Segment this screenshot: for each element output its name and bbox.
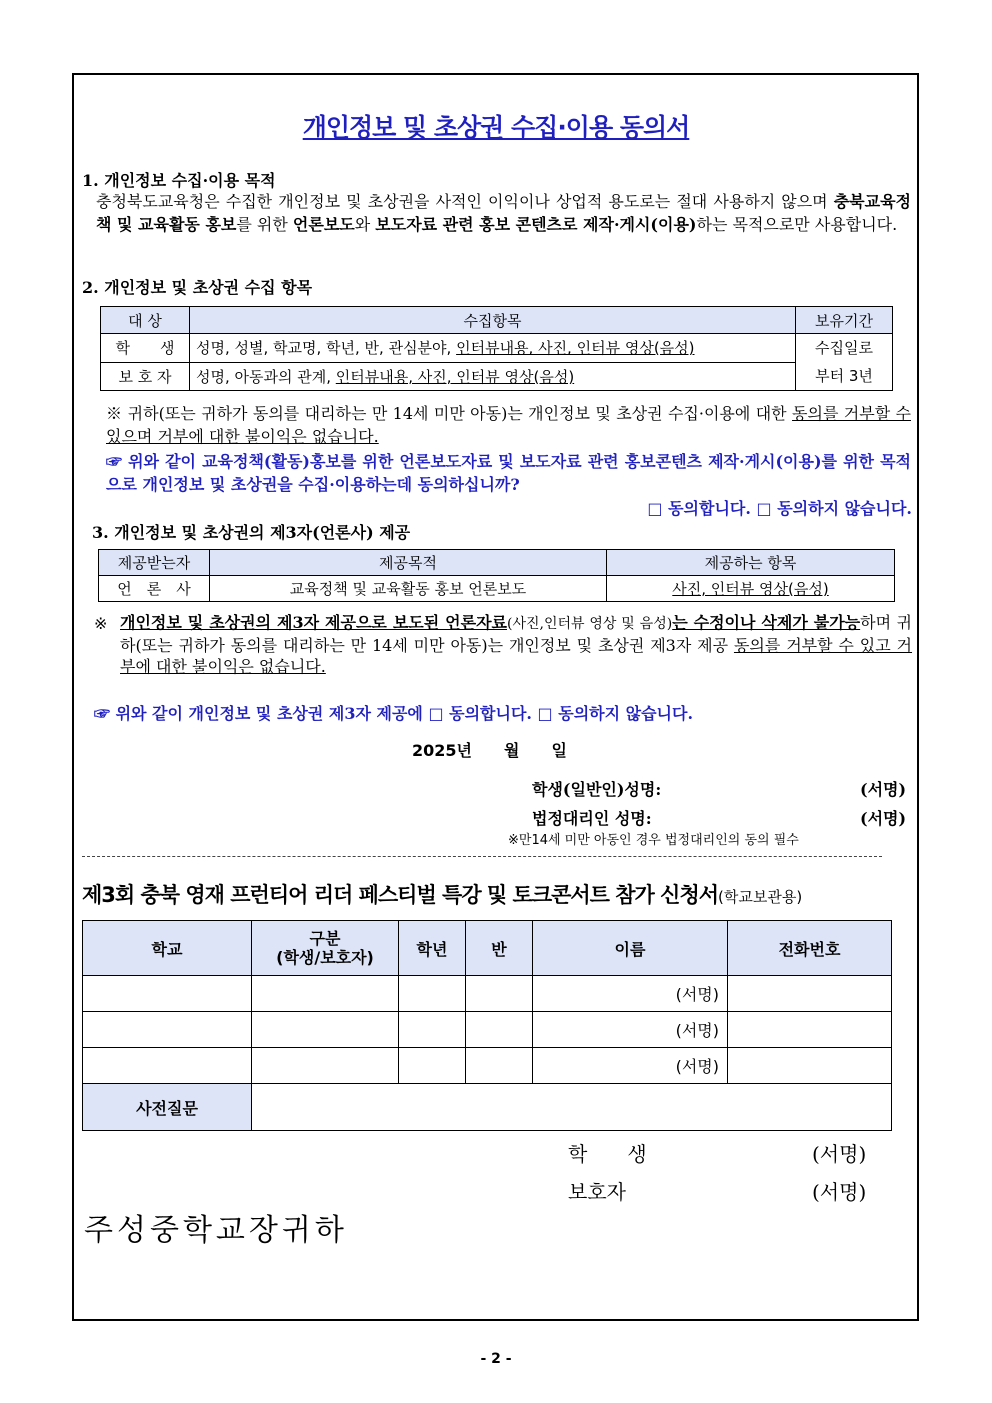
table-header: 전화번호 [728, 921, 892, 976]
section1-text: 와 [354, 215, 376, 234]
table-cell [190, 334, 796, 363]
note-text: ※ 귀하(또는 귀하가 동의를 대리하는 만 14세 미만 아동)는 개인정보 및 초상권 수집·이용에 대한 [106, 404, 793, 423]
collection-items-table [100, 306, 893, 391]
table-header [252, 921, 399, 976]
table-header: 학교 [83, 921, 252, 976]
section1-text: 를 위한 [236, 215, 293, 234]
phone-cell[interactable] [728, 976, 892, 1012]
class-cell[interactable] [466, 1012, 533, 1048]
student-sign-line-mark: (서명) [812, 1142, 867, 1166]
name-cell[interactable]: (서명) [533, 1012, 728, 1048]
application-table [82, 920, 892, 1131]
table-row [83, 1012, 892, 1048]
table-header: 제공받는자 [99, 550, 210, 576]
application-subtitle: (학교보관용) [718, 888, 803, 906]
note-underlined: 동의를 거부할 수 있고 거부에 대한 불이익은 없습니다. [120, 636, 913, 676]
note-underlined: 동의를 거부할 수 있으며 거부에 대한 불이익은 없습니다. [106, 404, 911, 446]
third-party-table [98, 549, 895, 602]
class-cell[interactable] [466, 976, 533, 1012]
consent-question: ☞ 위와 같이 교육정책(활동)홍보를 위한 언론보도자료 및 보도자료 관련 홍보콘텐츠 제작·게시(이용)를 위한 목적으로 개인정보 및 초상권을 수집·이용하는데 동의하십니까? [106, 452, 911, 494]
table-cell: 보 호 자 [101, 362, 190, 391]
header-text: 구분 [309, 929, 341, 948]
cell-text: 인터뷰내용, 사진, 인터뷰 영상(음성) [456, 339, 695, 358]
note-bold: 개인정보 및 초상권의 제3자 제공으로 보도된 언론자료 [120, 613, 508, 632]
table-cell: 교육정책 및 교육활동 홍보 언론보도 [210, 576, 607, 602]
section1-bold: 충북교육정책 및 교육활동 홍보 [96, 192, 911, 234]
question-input[interactable] [252, 1084, 892, 1131]
addressee: 주성중학교장귀하 [84, 1213, 348, 1248]
cell-text: 인터뷰내용, 사진, 인터뷰 영상(음성) [335, 367, 575, 386]
guardian-sign-line-mark: (서명) [812, 1180, 867, 1204]
application-title-text: 제3회 충북 영재 프런티어 리더 페스티벌 특강 및 토크콘서트 참가 신청서 [82, 883, 719, 907]
minor-footnote: ※만14세 미만 아동인 경우 법정대리인의 동의 필수 [508, 833, 799, 848]
page-number: - 2 - [480, 1351, 512, 1367]
name-cell[interactable]: (서명) [533, 976, 728, 1012]
guardian-sign-label: 법정대리인 성명: [532, 809, 652, 828]
date-line: 2025년 월 일 [412, 741, 567, 760]
question-label: 사전질문 [83, 1084, 252, 1131]
table-cell: 사진, 인터뷰 영상(음성) [607, 576, 895, 602]
table-header: 보유기간 [796, 307, 893, 334]
category-cell[interactable] [252, 1048, 399, 1084]
category-cell[interactable] [252, 976, 399, 1012]
student-sign-mark: (서명) [860, 780, 907, 799]
cell-text: 성명, 아동과의 관계, [196, 367, 336, 386]
retention-text: 수집일로 [815, 339, 873, 357]
section3-heading: 3. 개인정보 및 초상권의 제3자(언론사) 제공 [92, 523, 411, 542]
guardian-sign-line-label: 보호자 [568, 1180, 626, 1204]
note-bold: 는 수정이나 삭제가 불가능 [672, 613, 861, 632]
table-header: 대 상 [101, 307, 190, 334]
note-mark: ※ [94, 614, 108, 633]
retention-text: 부터 3년 [815, 367, 873, 385]
table-cell: 언 론 사 [99, 576, 210, 602]
phone-cell[interactable] [728, 1048, 892, 1084]
school-cell[interactable] [83, 1048, 252, 1084]
page-border [72, 73, 919, 1321]
table-row [83, 976, 892, 1012]
consent-options[interactable]: □ 동의합니다. □ 동의하지 않습니다. [647, 499, 912, 518]
section1-text: 충청북도교육청은 수집한 개인정보 및 초상권을 사적인 이익이나 상업적 용도로는 절대 사용하지 않으며 [96, 192, 834, 211]
name-cell[interactable]: (서명) [533, 1048, 728, 1084]
refusal-note [106, 402, 911, 448]
table-cell [190, 362, 796, 391]
retention-cell [796, 334, 893, 391]
note-text: 하며 귀하(또는 귀하가 동의를 대리하는 만 14세 미만 아동)는 개인정보 및 초상권 제3자 제공 [120, 613, 912, 655]
table-header: 제공목적 [210, 550, 607, 576]
section2-heading: 2. 개인정보 및 초상권 수집 항목 [82, 278, 313, 297]
application-title [82, 879, 802, 909]
document-title: 개인정보 및 초상권 수집·이용 동의서 [302, 113, 690, 142]
table-row [83, 1048, 892, 1084]
phone-cell[interactable] [728, 1012, 892, 1048]
table-header: 이름 [533, 921, 728, 976]
section1-bold: 언론보도 [292, 215, 355, 234]
third-party-consent[interactable]: ☞ 위와 같이 개인정보 및 초상권 제3자 제공에 □ 동의합니다. □ 동의하지 않습니다. [94, 704, 694, 723]
grade-cell[interactable] [399, 1012, 466, 1048]
student-sign-label: 학생(일반인)성명: [532, 780, 662, 799]
section1-heading: 1. 개인정보 수집·이용 목적 [82, 171, 276, 190]
header-text: (학생/보호자) [276, 948, 374, 967]
cell-text: 성명, 성별, 학교명, 학년, 반, 관심분야, [196, 339, 457, 358]
school-cell[interactable] [83, 976, 252, 1012]
note-text: (사진,인터뷰 영상 및 음성) [507, 616, 673, 632]
section1-text: 하는 목적으로만 사용합니다. [696, 215, 898, 234]
grade-cell[interactable] [399, 1048, 466, 1084]
guardian-sign-mark: (서명) [860, 809, 907, 828]
table-header: 학년 [399, 921, 466, 976]
school-cell[interactable] [83, 1012, 252, 1048]
category-cell[interactable] [252, 1012, 399, 1048]
table-header: 반 [466, 921, 533, 976]
student-sign-line-label: 학 생 [568, 1142, 647, 1166]
section1-bold: 보도자료 관련 홍보 콘텐츠로 제작·게시(이용) [375, 215, 697, 234]
section1-body [96, 190, 911, 236]
class-cell[interactable] [466, 1048, 533, 1084]
table-header: 제공하는 항목 [607, 550, 895, 576]
grade-cell[interactable] [399, 976, 466, 1012]
cut-line [82, 856, 882, 857]
third-party-note [120, 612, 912, 677]
table-cell: 학 생 [101, 334, 190, 363]
table-header: 수집항목 [190, 307, 796, 334]
